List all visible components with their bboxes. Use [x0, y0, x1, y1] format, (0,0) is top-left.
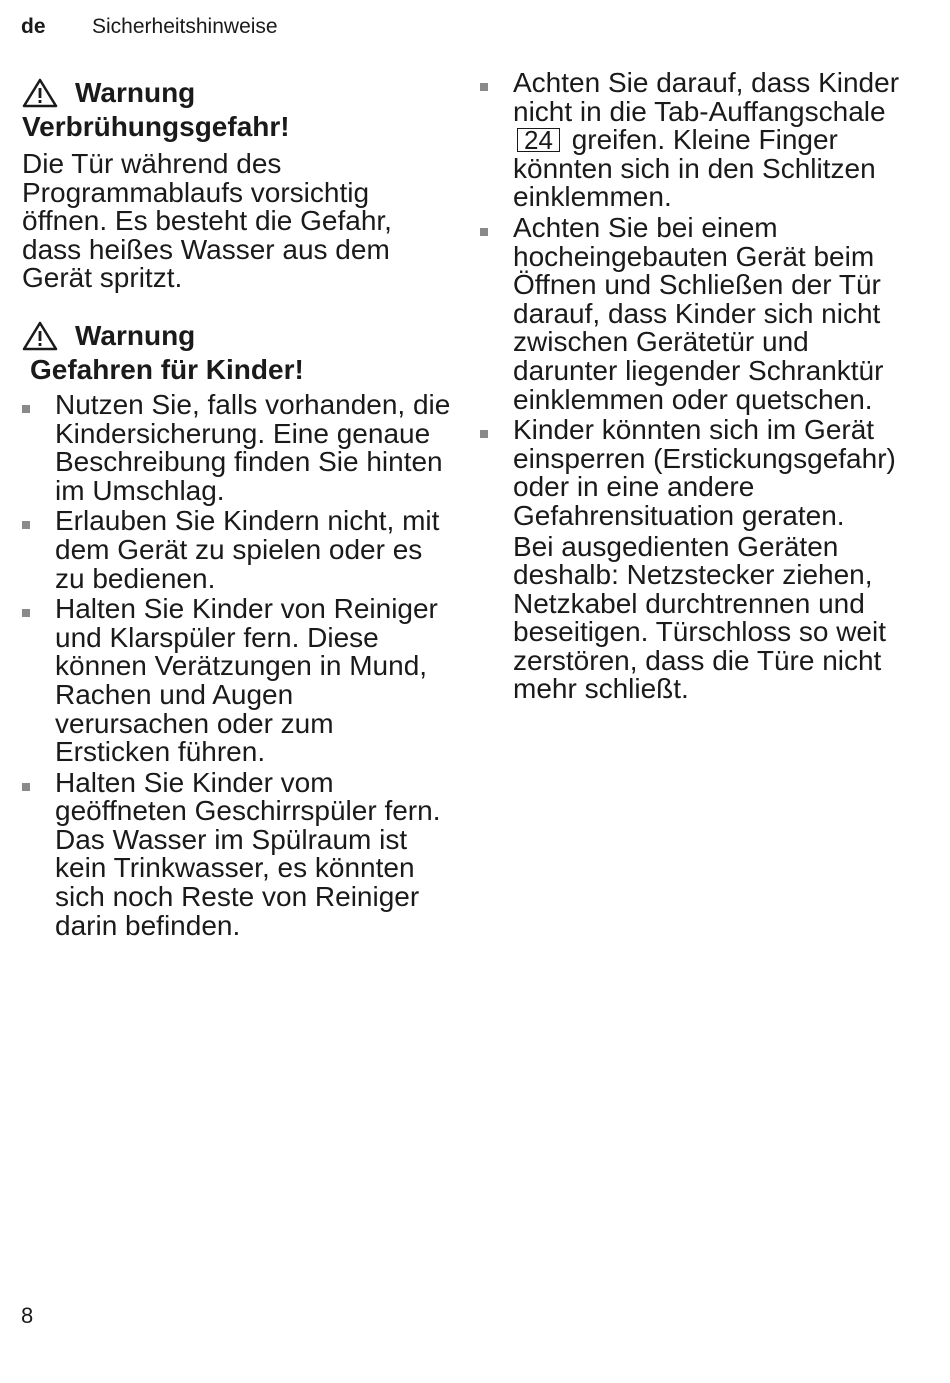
warning-scalding: [22, 76, 452, 293]
right-column: [480, 69, 900, 706]
page-number: 8: [21, 1303, 34, 1328]
children-warning-list: [22, 388, 452, 941]
list-item: Kinder könnten sich im Gerät einsperren (Erstickungsgefahr) oder in eine andere Gefahrensituation geraten. Bei ausgedienten Geräten deshalb: Netzstecker ziehen, Netzkabel durchtrennen und beseitigen. Türschloss so weit zerstören, dass die Türe nicht mehr schließt.: [480, 416, 900, 704]
bullet-square-icon: [480, 430, 488, 438]
warning-title: Verbrühungsgefahr!: [22, 111, 290, 142]
list-item: Halten Sie Kinder von Reiniger und Klarspüler fern. Diese können Verätzungen in Mund, Rachen und Augen verursachen oder zum Ersticken führen.: [22, 595, 452, 767]
list-item: Erlauben Sie Kindern nicht, mit dem Gerät zu spielen oder es zu bedienen.: [22, 507, 452, 593]
warning-children: [22, 319, 452, 940]
bullet-square-icon: [22, 783, 30, 791]
bullet-square-icon: [22, 609, 30, 617]
warning-triangle-icon: [22, 321, 58, 351]
warning-triangle-icon: [22, 78, 58, 108]
warning-label: Warnung: [75, 77, 196, 108]
list-item: Nutzen Sie, falls vorhanden, die Kindersicherung. Eine genaue Beschreibung finden Sie hinten im Umschlag.: [22, 391, 452, 505]
list-item: Achten Sie darauf, dass Kinder nicht in die Tab-Auffangschale 24 greifen. Kleine Finger könnten sich in den Schlitzen einklemmen.: [480, 69, 900, 212]
header-section-title: Sicherheitshinweise: [92, 15, 278, 38]
bullet-square-icon: [480, 83, 488, 91]
list-item-extra-paragraph: Bei ausgedienten Geräten deshalb: Netzstecker ziehen, Netzkabel durchtrennen und beseitigen. Türschloss so weit zerstören, dass die Türe nicht mehr schließt.: [513, 530, 886, 705]
warning-title: Gefahren für Kinder!: [30, 353, 304, 385]
warning-text: Die Tür während des Programmablaufs vorsichtig öffnen. Es besteht die Gefahr, dass heißes Wasser aus dem Gerät spritzt.: [22, 148, 392, 294]
warning-label: Warnung: [75, 319, 196, 351]
children-warning-list-continued: [480, 69, 900, 704]
left-column: [22, 76, 452, 942]
bullet-square-icon: [22, 405, 30, 413]
list-item: Halten Sie Kinder vom geöffneten Geschirrspüler fern. Das Wasser im Spülraum ist kein Trinkwasser, es könnten sich noch Reste von Reiniger darin befinden.: [22, 769, 452, 941]
bullet-square-icon: [22, 521, 30, 529]
header-lang: de: [21, 15, 46, 38]
list-item: Achten Sie bei einem hocheingebauten Gerät beim Öffnen und Schließen der Tür darauf, dass Kinder sich nicht zwischen Gerätetür und darunter liegender Schranktür einklemmen oder quetschen.: [480, 214, 900, 414]
bullet-square-icon: [480, 228, 488, 236]
reference-number-box: 24: [517, 128, 560, 152]
